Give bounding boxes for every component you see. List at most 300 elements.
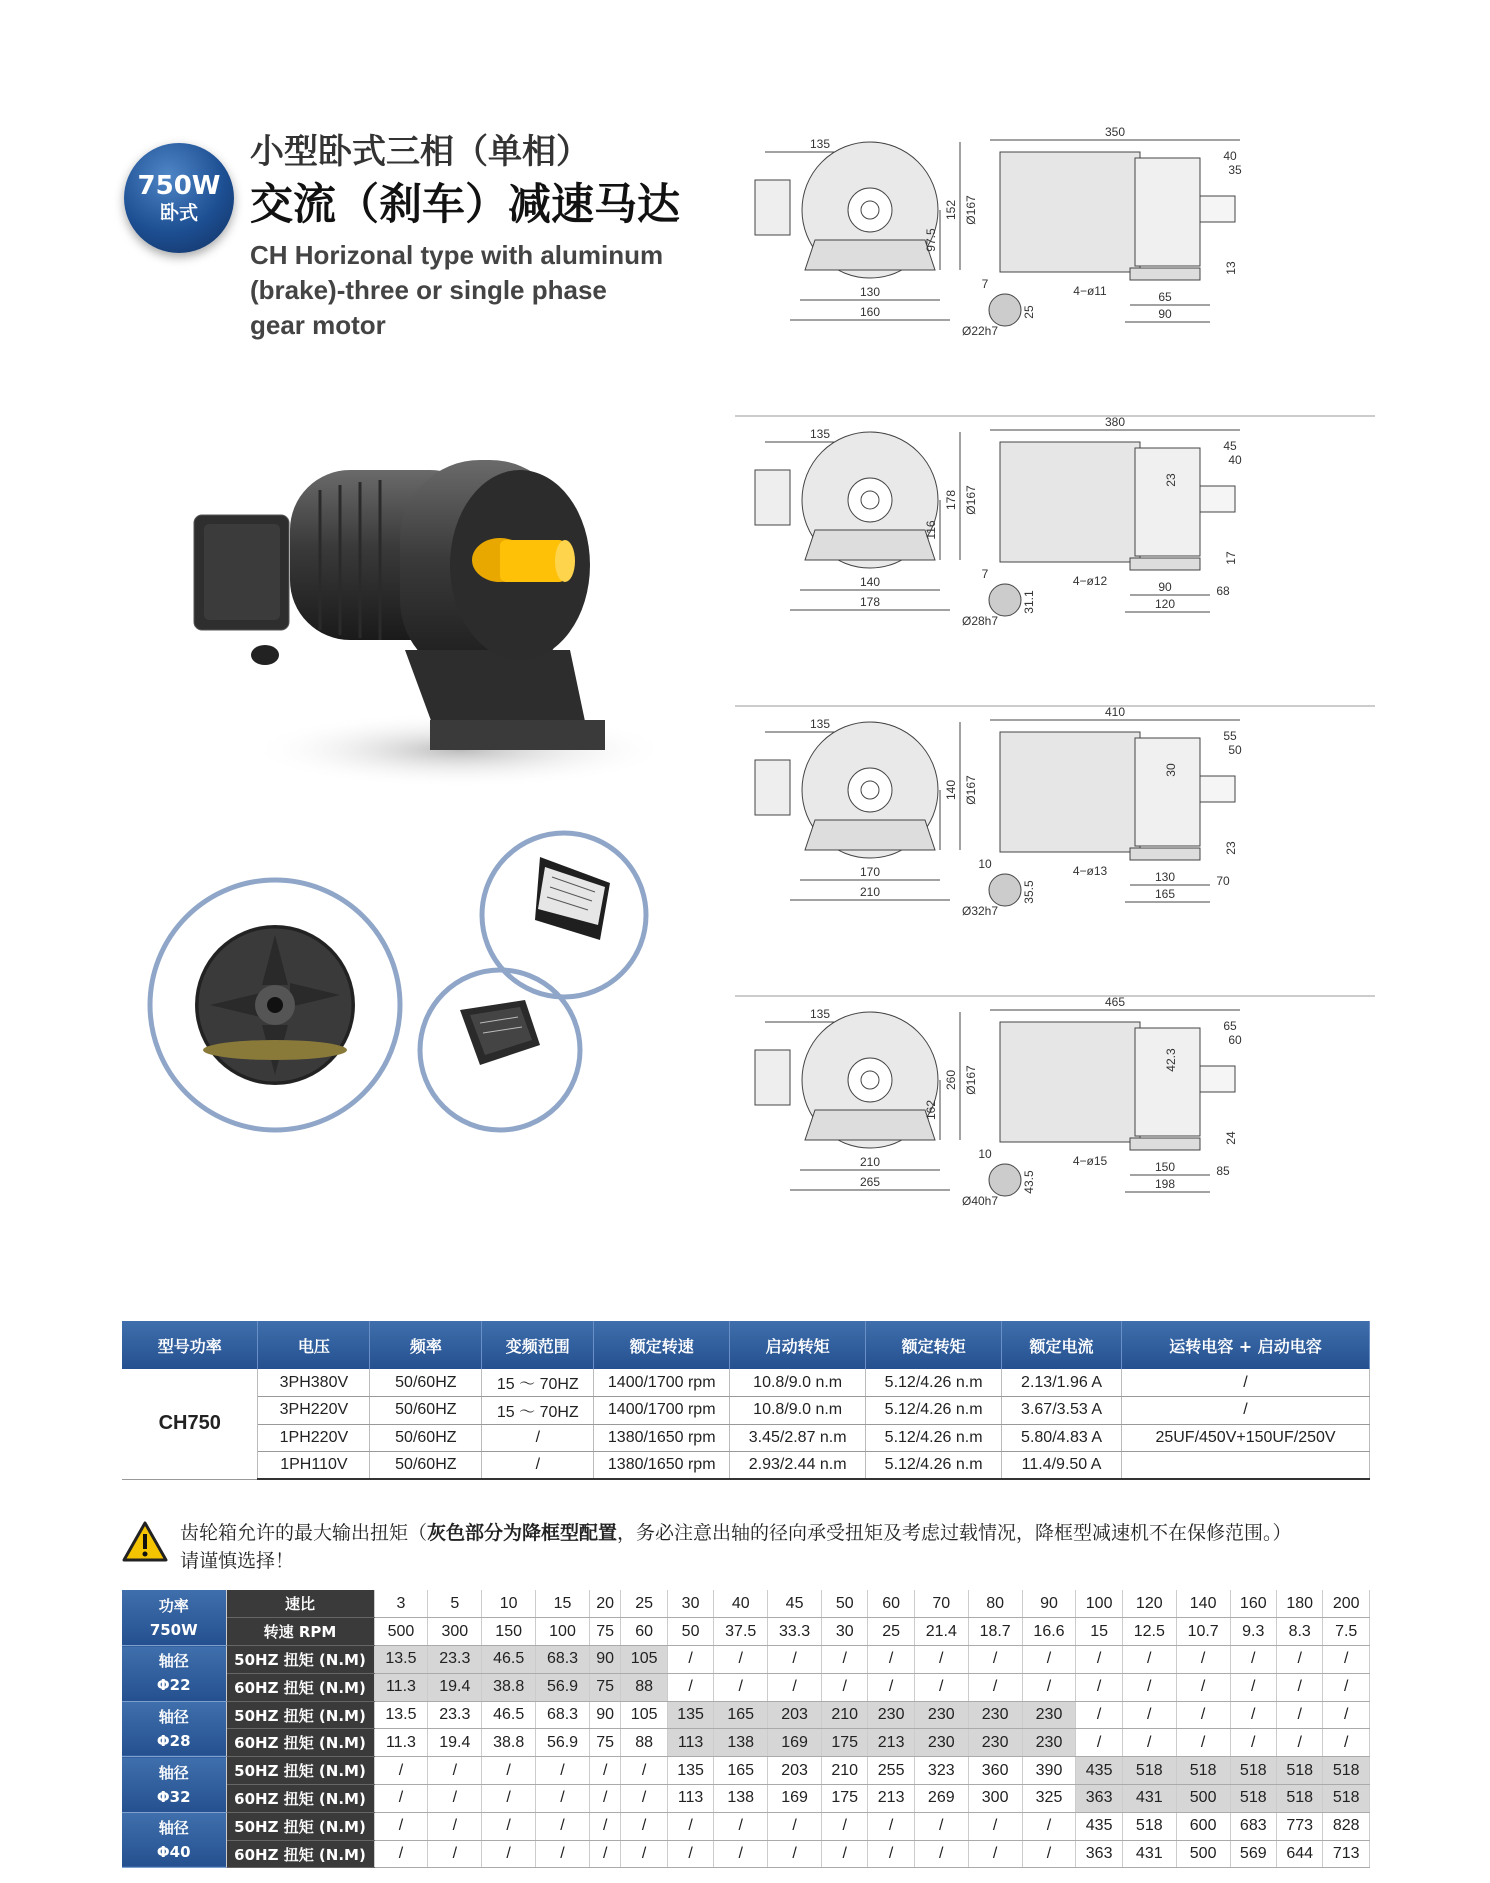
torque-cell: 175 [822, 1785, 868, 1813]
torque-cell: / [714, 1812, 768, 1840]
torque-cell: / [667, 1840, 713, 1868]
torque-cell: 569 [1230, 1840, 1276, 1868]
torque-cell: 68.3 [536, 1701, 590, 1729]
torque-cell: 269 [914, 1785, 968, 1813]
spec-cell: 10.8/9.0 n.m [730, 1397, 866, 1425]
torque-cell: 165 [714, 1757, 768, 1785]
torque-cell: / [482, 1757, 536, 1785]
spec-cell: 1400/1700 rpm [594, 1397, 730, 1425]
torque-cell: 19.4 [428, 1673, 482, 1701]
spec-cell: 1PH110V [258, 1452, 370, 1480]
torque-cell: / [1323, 1673, 1370, 1701]
badge-power: 750W [137, 171, 221, 201]
dim-total-height: 152 [944, 199, 958, 221]
torque-cell: 325 [1022, 1785, 1076, 1813]
rpm-cell: 500 [374, 1618, 428, 1646]
torque-cell: 88 [621, 1673, 667, 1701]
torque-cell: / [714, 1673, 768, 1701]
torque-cell: / [589, 1785, 621, 1813]
gearbox-side [1135, 738, 1200, 846]
torque-cell: 210 [822, 1757, 868, 1785]
torque-cell: / [482, 1840, 536, 1868]
ratio-cell: 10 [482, 1590, 536, 1618]
ratio-cell: 25 [621, 1590, 667, 1618]
torque-cell: / [914, 1673, 968, 1701]
power-badge [124, 143, 234, 253]
torque-cell: 431 [1122, 1785, 1176, 1813]
torque-cell: / [428, 1812, 482, 1840]
torque-cell: / [714, 1646, 768, 1674]
side-foot [1130, 1138, 1200, 1150]
rpm-cell: 21.4 [914, 1618, 968, 1646]
output-shaft-side [1200, 776, 1235, 802]
torque-cell: / [1122, 1701, 1176, 1729]
torque-cell: / [1076, 1729, 1122, 1757]
torque-cell: 500 [1176, 1840, 1230, 1868]
dim-foot-inner: 130 [1154, 870, 1176, 884]
torque-cell: / [374, 1812, 428, 1840]
english-title-line: gear motor [250, 310, 386, 340]
dim-key-height: 43.5 [1022, 1170, 1036, 1194]
dim-base-outer: 210 [859, 885, 881, 899]
spec-header-cell: 电压 [258, 1321, 370, 1369]
torque-cell: 518 [1276, 1785, 1322, 1813]
spec-cell: 3.45/2.87 n.m [730, 1424, 866, 1452]
rpm-cell: 100 [536, 1618, 590, 1646]
english-title-line: (brake)-three or single phase [250, 275, 607, 305]
spec-header-cell: 频率 [370, 1321, 482, 1369]
torque-cell: / [374, 1757, 428, 1785]
warning-bold: 灰色部分为降框型配置 [427, 1522, 618, 1544]
spec-table [122, 1321, 1370, 1480]
dim-diameter: Ø167 [964, 1065, 978, 1095]
torque-cell: 518 [1276, 1757, 1322, 1785]
dim-mount-holes: 4−ø11 [1073, 284, 1107, 298]
dim-foot-inner: 90 [1158, 580, 1172, 594]
dim-side-offset: 23 [1164, 473, 1178, 487]
torque-cell: 105 [621, 1646, 667, 1674]
rpm-cell: 16.6 [1022, 1618, 1076, 1646]
spec-cell: 2.13/1.96 A [1002, 1369, 1122, 1397]
dim-base-inner: 140 [859, 575, 881, 589]
torque-cell: 500 [1176, 1785, 1230, 1813]
torque-cell: 105 [621, 1701, 667, 1729]
torque-row [122, 1646, 1370, 1674]
dim-key-width: 10 [978, 1147, 992, 1161]
rpm-label: 转速 RPM [226, 1618, 374, 1646]
torque-ratio-row [122, 1590, 1370, 1618]
ratio-cell: 30 [667, 1590, 713, 1618]
title-line-1: 小型卧式三相（单相） [250, 132, 590, 172]
shaft-inner-circle [861, 1071, 879, 1089]
terminal-box [755, 180, 790, 235]
torque-cell: / [714, 1840, 768, 1868]
dim-foot-outer: 90 [1158, 307, 1172, 321]
spec-header-cell: 变频范围 [482, 1321, 594, 1369]
dim-shaft-length: 40 [1223, 149, 1237, 163]
shaft-cell [122, 1757, 226, 1813]
torque-label: 60HZ 扭矩 (N.M) [226, 1729, 374, 1757]
terminal-box [755, 470, 790, 525]
torque-table [122, 1590, 1370, 1868]
spec-cell: / [1122, 1397, 1370, 1425]
spec-cell [1122, 1452, 1370, 1480]
torque-cell: 138 [714, 1729, 768, 1757]
torque-cell: 600 [1176, 1812, 1230, 1840]
dim-foot-height: 17 [1224, 551, 1238, 565]
torque-cell: 518 [1323, 1757, 1370, 1785]
torque-cell: / [1230, 1701, 1276, 1729]
torque-cell: 300 [968, 1785, 1022, 1813]
spec-cell: 3PH220V [258, 1397, 370, 1425]
shaft-label: 轴径 [158, 1707, 189, 1726]
torque-cell: 213 [868, 1729, 914, 1757]
torque-cell: / [914, 1840, 968, 1868]
torque-label: 60HZ 扭矩 (N.M) [226, 1840, 374, 1868]
rpm-cell: 60 [621, 1618, 667, 1646]
torque-cell: 56.9 [536, 1673, 590, 1701]
dim-shaft-key: 60 [1228, 1033, 1242, 1047]
torque-cell: / [1276, 1646, 1322, 1674]
ratio-cell: 70 [914, 1590, 968, 1618]
spec-header-cell: 额定转矩 [866, 1321, 1002, 1369]
torque-cell: / [822, 1840, 868, 1868]
dim-shaft-extension: 68 [1216, 584, 1230, 598]
torque-cell: / [374, 1785, 428, 1813]
torque-cell: 169 [768, 1729, 822, 1757]
torque-cell: / [968, 1840, 1022, 1868]
dim-front-width: 135 [809, 1007, 831, 1021]
torque-cell: 363 [1076, 1840, 1122, 1868]
shaft-diameter: Φ40 [156, 1843, 191, 1862]
torque-cell: / [822, 1812, 868, 1840]
ratio-cell: 140 [1176, 1590, 1230, 1618]
warning-text [180, 1519, 1370, 1575]
torque-cell: 360 [968, 1757, 1022, 1785]
torque-cell: 203 [768, 1757, 822, 1785]
torque-cell: / [1176, 1701, 1230, 1729]
rpm-cell: 33.3 [768, 1618, 822, 1646]
torque-cell: / [589, 1812, 621, 1840]
spec-cell: 5.12/4.26 n.m [866, 1424, 1002, 1452]
ratio-label: 速比 [226, 1590, 374, 1618]
spec-header-cell: 型号功率 [122, 1321, 258, 1369]
torque-label: 50HZ 扭矩 (N.M) [226, 1757, 374, 1785]
dim-shaft-extension: 85 [1216, 1164, 1230, 1178]
torque-cell: 518 [1122, 1812, 1176, 1840]
spec-cell: 2.93/2.44 n.m [730, 1452, 866, 1480]
dim-foot-height: 24 [1224, 1131, 1238, 1145]
dim-total-length: 380 [1104, 415, 1126, 429]
torque-row [122, 1840, 1370, 1868]
torque-cell: 363 [1076, 1785, 1122, 1813]
warning-line2: 请谨慎选择！ [180, 1550, 295, 1572]
shaft-label: 轴径 [158, 1763, 189, 1782]
torque-cell: 11.3 [374, 1729, 428, 1757]
output-shaft-side [1200, 196, 1235, 222]
dim-total-height: 140 [944, 779, 958, 801]
shaft-cell [122, 1812, 226, 1868]
torque-cell: 138 [714, 1785, 768, 1813]
base-foot [805, 530, 935, 560]
torque-cell: / [1176, 1646, 1230, 1674]
torque-cell: 518 [1122, 1757, 1176, 1785]
shaft-diameter: Φ28 [156, 1731, 191, 1750]
torque-cell: / [536, 1812, 590, 1840]
rpm-cell: 18.7 [968, 1618, 1022, 1646]
dim-base-inner: 170 [859, 865, 881, 879]
spec-header-cell: 启动转矩 [730, 1321, 866, 1369]
spec-header-row [122, 1321, 1370, 1369]
torque-cell: / [822, 1673, 868, 1701]
torque-cell: / [1076, 1673, 1122, 1701]
spec-header-cell: 运转电容 + 启动电容 [1122, 1321, 1370, 1369]
torque-cell: / [428, 1840, 482, 1868]
gearbox-side [1135, 448, 1200, 556]
shaft-inner-circle [861, 201, 879, 219]
torque-cell: / [667, 1646, 713, 1674]
spec-cell: 3PH380V [258, 1369, 370, 1397]
torque-cell: / [536, 1840, 590, 1868]
torque-cell: / [868, 1673, 914, 1701]
spec-cell: 25UF/450V+150UF/250V [1122, 1424, 1370, 1452]
torque-cell: 683 [1230, 1812, 1276, 1840]
dim-mount-holes: 4−ø15 [1072, 1154, 1108, 1168]
spec-cell: 3.67/3.53 A [1002, 1397, 1122, 1425]
torque-cell: 230 [868, 1701, 914, 1729]
spec-cell: 1400/1700 rpm [594, 1369, 730, 1397]
warning-post: ，务必注意出轴的径向承受扭矩及考虑过载情况，降框型减速机不在保修范围。） [617, 1522, 1292, 1544]
shaft-diameter: Φ32 [156, 1787, 191, 1806]
dim-diameter: Ø167 [964, 485, 978, 515]
rpm-cell: 9.3 [1230, 1618, 1276, 1646]
dim-center-height: 97.5 [924, 228, 938, 252]
base-foot [805, 240, 935, 270]
rpm-cell: 300 [428, 1618, 482, 1646]
shaft-inner-circle [861, 491, 879, 509]
torque-cell: / [374, 1840, 428, 1868]
dim-front-width: 135 [809, 717, 831, 731]
spec-header-cell: 额定电流 [1002, 1321, 1122, 1369]
output-shaft-side [1200, 486, 1235, 512]
shaft-label: 轴径 [158, 1652, 189, 1671]
rpm-cell: 50 [667, 1618, 713, 1646]
dim-foot-outer: 198 [1154, 1177, 1176, 1191]
spec-cell: 10.8/9.0 n.m [730, 1369, 866, 1397]
spec-cell: 5.12/4.26 n.m [866, 1397, 1002, 1425]
dim-foot-inner: 150 [1154, 1160, 1176, 1174]
badge-type: 卧式 [159, 202, 198, 224]
torque-cell: 713 [1323, 1840, 1370, 1868]
torque-cell: / [868, 1812, 914, 1840]
rpm-cell: 12.5 [1122, 1618, 1176, 1646]
torque-cell: 230 [1022, 1701, 1076, 1729]
terminal-box [755, 760, 790, 815]
output-shaft-side [1200, 1066, 1235, 1092]
torque-label: 50HZ 扭矩 (N.M) [226, 1812, 374, 1840]
torque-cell: 230 [968, 1701, 1022, 1729]
dim-total-height: 260 [944, 1069, 958, 1091]
dim-total-height: 178 [944, 489, 958, 511]
torque-cell: / [667, 1673, 713, 1701]
torque-label: 60HZ 扭矩 (N.M) [226, 1673, 374, 1701]
spec-cell: 50/60HZ [370, 1424, 482, 1452]
base-foot [805, 1110, 935, 1140]
brake-components-image [140, 845, 720, 1175]
torque-cell: 68.3 [536, 1646, 590, 1674]
torque-cell: 113 [667, 1785, 713, 1813]
dim-shaft-diameter: Ø28h7 [961, 614, 999, 628]
spec-header-cell: 额定转速 [594, 1321, 730, 1369]
dim-key-height: 35.5 [1022, 880, 1036, 904]
torque-cell: 113 [667, 1729, 713, 1757]
torque-cell: 203 [768, 1701, 822, 1729]
torque-cell: 13.5 [374, 1646, 428, 1674]
torque-cell: 210 [822, 1701, 868, 1729]
model-cell: CH750 [122, 1369, 258, 1479]
torque-cell: / [1176, 1673, 1230, 1701]
dim-mount-holes: 4−ø12 [1072, 574, 1108, 588]
rpm-cell: 75 [589, 1618, 621, 1646]
torque-cell: 255 [868, 1757, 914, 1785]
dim-front-width: 135 [809, 137, 831, 151]
motor-body-side [1000, 732, 1140, 852]
spec-cell: 50/60HZ [370, 1397, 482, 1425]
warning-icon [122, 1521, 168, 1563]
torque-cell: / [621, 1812, 667, 1840]
torque-cell: / [667, 1812, 713, 1840]
dim-total-length: 350 [1104, 125, 1126, 139]
dim-diameter: Ø167 [964, 775, 978, 805]
ratio-cell: 160 [1230, 1590, 1276, 1618]
torque-cell: / [1276, 1701, 1322, 1729]
motor-body-side [1000, 442, 1140, 562]
shaft-label: 轴径 [158, 1819, 189, 1838]
torque-cell: / [768, 1840, 822, 1868]
torque-cell: / [868, 1646, 914, 1674]
torque-cell: 431 [1122, 1840, 1176, 1868]
torque-cell: 773 [1276, 1812, 1322, 1840]
dim-total-length: 410 [1104, 705, 1126, 719]
torque-cell: 169 [768, 1785, 822, 1813]
dim-shaft-length: 55 [1223, 729, 1237, 743]
shaft-inner-circle [861, 781, 879, 799]
torque-cell: / [1022, 1646, 1076, 1674]
power-value: 750W [149, 1620, 198, 1639]
dim-center-height: 162 [924, 1099, 938, 1121]
torque-cell: 230 [1022, 1729, 1076, 1757]
ratio-cell: 80 [968, 1590, 1022, 1618]
shaft-cell [122, 1701, 226, 1757]
torque-cell: 435 [1076, 1812, 1122, 1840]
torque-cell: 46.5 [482, 1646, 536, 1674]
torque-cell: / [621, 1757, 667, 1785]
dim-shaft-key: 40 [1228, 453, 1242, 467]
dim-shaft-diameter: Ø32h7 [961, 904, 999, 918]
torque-cell: 518 [1323, 1785, 1370, 1813]
torque-cell: / [1176, 1729, 1230, 1757]
torque-cell: / [768, 1673, 822, 1701]
dim-base-inner: 130 [859, 285, 881, 299]
torque-cell: 90 [589, 1646, 621, 1674]
dim-shaft-extension: 70 [1216, 874, 1230, 888]
motor-body-side [1000, 152, 1140, 272]
english-title [250, 238, 690, 343]
side-foot [1130, 848, 1200, 860]
torque-cell: / [1230, 1673, 1276, 1701]
dim-shaft-key: 35 [1228, 163, 1242, 177]
torque-label: 50HZ 扭矩 (N.M) [226, 1646, 374, 1674]
torque-cell: / [1230, 1646, 1276, 1674]
torque-cell: 518 [1230, 1757, 1276, 1785]
ratio-cell: 20 [589, 1590, 621, 1618]
torque-cell: / [1323, 1729, 1370, 1757]
side-foot [1130, 268, 1200, 280]
torque-cell: / [1323, 1646, 1370, 1674]
torque-cell: 13.5 [374, 1701, 428, 1729]
torque-cell: / [822, 1646, 868, 1674]
dim-base-outer: 178 [859, 595, 881, 609]
spec-cell: 1380/1650 rpm [594, 1424, 730, 1452]
torque-cell: / [1022, 1840, 1076, 1868]
dim-key-height: 31.1 [1022, 590, 1036, 614]
torque-cell: 11.3 [374, 1673, 428, 1701]
shaft-cell [122, 1646, 226, 1702]
dimension-drawings [735, 125, 1375, 1310]
rpm-cell: 150 [482, 1618, 536, 1646]
torque-cell: / [1276, 1729, 1322, 1757]
power-label: 功率 [158, 1596, 189, 1615]
rpm-cell: 37.5 [714, 1618, 768, 1646]
rpm-cell: 25 [868, 1618, 914, 1646]
ratio-cell: 100 [1076, 1590, 1122, 1618]
torque-cell: / [482, 1785, 536, 1813]
torque-cell: / [428, 1785, 482, 1813]
torque-cell: / [968, 1646, 1022, 1674]
spec-row [122, 1452, 1370, 1480]
gear-motor-image [190, 460, 660, 790]
torque-cell: / [536, 1785, 590, 1813]
torque-cell: 75 [589, 1729, 621, 1757]
torque-cell: / [914, 1646, 968, 1674]
torque-cell: / [589, 1840, 621, 1868]
spec-cell: 1PH220V [258, 1424, 370, 1452]
torque-row [122, 1673, 1370, 1701]
shaft-section [989, 584, 1021, 616]
shaft-section [989, 874, 1021, 906]
dim-foot-inner: 65 [1158, 290, 1172, 304]
dim-center-height: 116 [924, 520, 938, 540]
torque-cell: 213 [868, 1785, 914, 1813]
torque-cell: / [589, 1757, 621, 1785]
torque-cell: 88 [621, 1729, 667, 1757]
ratio-cell: 15 [536, 1590, 590, 1618]
torque-cell: / [1276, 1673, 1322, 1701]
dim-shaft-diameter: Ø22h7 [961, 324, 999, 338]
torque-cell: 23.3 [428, 1701, 482, 1729]
dim-shaft-length: 65 [1223, 1019, 1237, 1033]
gearbox-side [1135, 158, 1200, 266]
terminal-box [755, 1050, 790, 1105]
torque-cell: / [1022, 1812, 1076, 1840]
dim-front-width: 135 [809, 427, 831, 441]
dim-base-inner: 210 [859, 1155, 881, 1169]
torque-cell: 230 [914, 1729, 968, 1757]
dim-total-length: 465 [1104, 995, 1126, 1009]
dim-foot-outer: 165 [1154, 887, 1176, 901]
torque-cell: / [621, 1840, 667, 1868]
torque-cell: 90 [589, 1701, 621, 1729]
